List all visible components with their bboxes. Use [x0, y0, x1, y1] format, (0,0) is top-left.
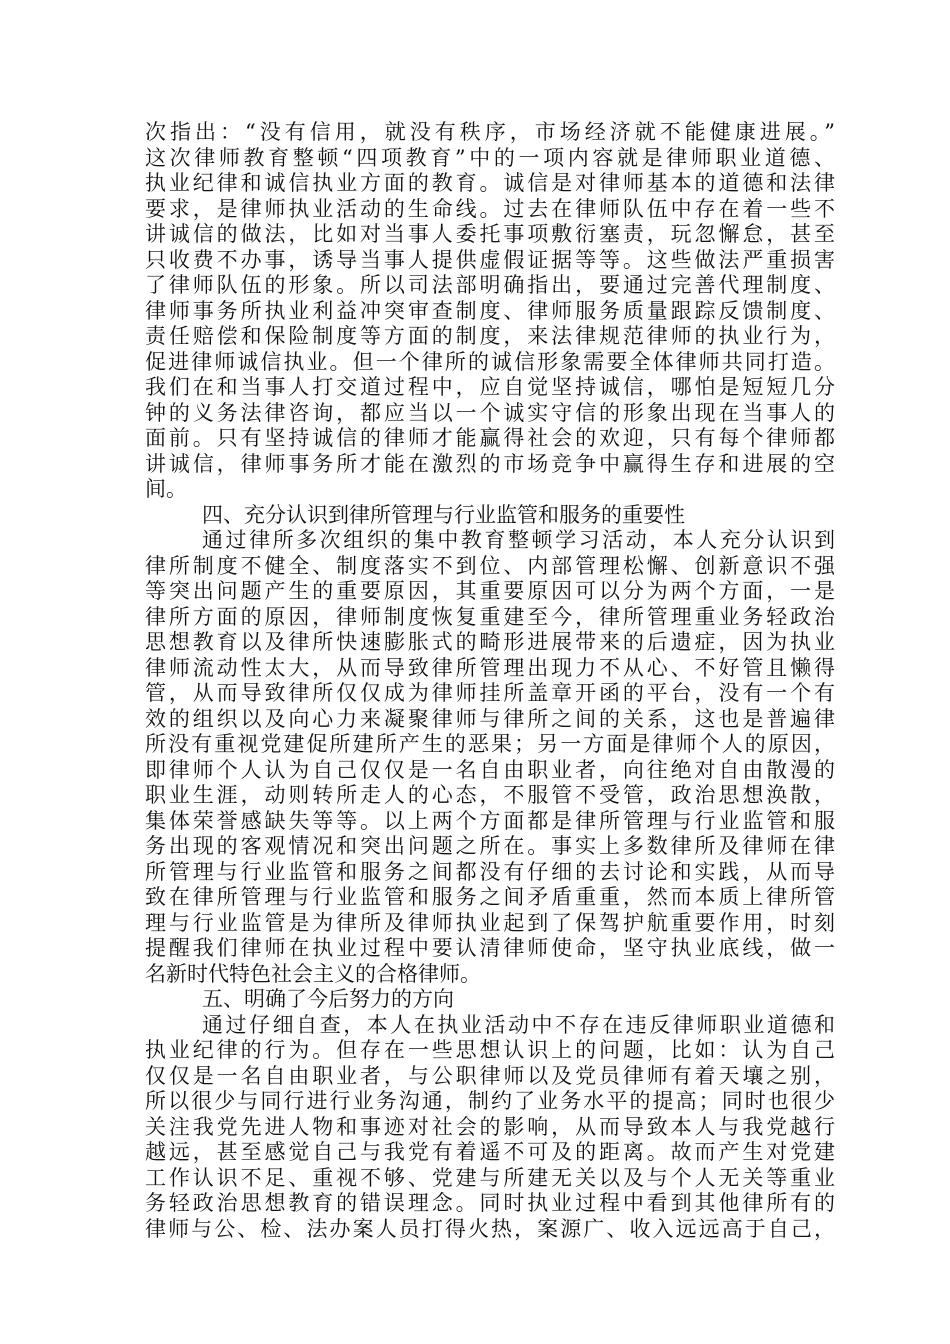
- body-line: 管，从而导致律所仅仅成为律师挂所盖章开函的平台，没有一个有: [145, 681, 835, 705]
- body-line: 了律师队伍的形象。所以司法部明确指出，要通过完善代理制度、: [145, 273, 835, 297]
- body-line: 间。: [145, 477, 187, 501]
- body-line: 致在律所管理与行业监管和服务之间矛盾重重，然而本质上律所管: [145, 885, 835, 909]
- body-line: 律师流动性太大，从而导致律所管理出现力不从心、不好管且懒得: [145, 655, 835, 680]
- body-line: 思想教育以及律所快速膨胀式的畸形进展带来的后遗症，因为执业: [145, 630, 835, 654]
- body-line: 执业纪律和诚信执业方面的教育。诚信是对律师基本的道德和法律: [145, 171, 835, 195]
- body-line: 职业生涯，动则转所走人的心态，不服管不受管，政治思想涣散，: [145, 783, 835, 807]
- body-line: 仅仅是一名自由职业者，与公职律师以及党员律师有着天壤之别，: [145, 1063, 835, 1088]
- body-line: 只收费不办事，诱导当事人提供虚假证据等等。这些做法严重损害: [145, 247, 835, 272]
- body-line: 律师与公、检、法办案人员打得火热，案源广、收入远远高于自己，: [145, 1216, 835, 1241]
- body-line: 责任赔偿和保险制度等方面的制度，来法律规范律师的执业行为，: [145, 324, 835, 348]
- body-line: 面前。只有坚持诚信的律师才能赢得社会的欢迎，只有每个律师都: [145, 426, 835, 450]
- body-line: 即律师个人认为自己仅仅是一名自由职业者，向往绝对自由散漫的: [145, 757, 835, 782]
- paragraph-first-line: 通过仔细自查，本人在执业活动中不存在违反律师职业道德和: [202, 1012, 835, 1037]
- body-line: 关注我党先进人物和事迹对社会的影响，从而导致本人与我党越行: [145, 1114, 835, 1139]
- body-line: 提醒我们律师在执业过程中要认清律师使命，坚守执业底线，做一: [145, 936, 835, 960]
- body-line: 讲诚信的做法，比如对当事人委托事项敷衍塞责，玩忽懈怠，甚至: [145, 222, 835, 246]
- body-line: 名新时代特色社会主义的合格律师。: [145, 961, 481, 986]
- body-line: 工作认识不足、重视不够、党建与所建无关以及与个人无关等重业: [145, 1165, 835, 1190]
- body-line: 律所制度不健全、制度落实不到位、内部管理松懈、创新意识不强: [145, 553, 835, 578]
- body-line: 讲诚信，律师事务所才能在激烈的市场竞争中赢得生存和进展的空: [145, 451, 835, 476]
- body-line: 我们在和当事人打交道过程中，应自觉坚持诚信，哪怕是短短几分: [145, 375, 835, 399]
- body-line: 这次律师教育整顿“四项教育”中的一项内容就是律师职业道德、: [145, 145, 835, 170]
- body-line: 务出现的客观情况和突出问题之所在。事实上多数律所及律师在律: [145, 834, 835, 858]
- body-line: 次指出：“没有信用，就没有秩序，市场经济就不能健康进展。”: [145, 120, 835, 144]
- body-line: 等突出问题产生的重要原因，其重要原因可以分为两个方面，一是: [145, 579, 835, 603]
- body-line: 律所方面的原因，律师制度恢复重建至今，律所管理重业务轻政治: [145, 604, 835, 629]
- section-heading: 五、明确了今后努力的方向: [202, 987, 454, 1011]
- body-line: 所管理与行业监管和服务之间都没有仔细的去讨论和实践，从而导: [145, 859, 835, 884]
- body-line: 集体荣誉感缺失等等。以上两个方面都是律所管理与行业监管和服: [145, 808, 835, 833]
- paragraph-first-line: 通过律所多次组织的集中教育整顿学习活动，本人充分认识到: [202, 528, 835, 552]
- body-line: 钟的义务法律咨询，都应当以一个诚实守信的形象出现在当事人的: [145, 400, 835, 425]
- body-line: 所以很少与同行进行业务沟通，制约了业务水平的提高；同时也很少: [145, 1089, 835, 1113]
- body-line: 促进律师诚信执业。但一个律所的诚信形象需要全体律师共同打造。: [145, 349, 835, 374]
- body-line: 理与行业监管是为律所及律师执业起到了保驾护航重要作用，时刻: [145, 910, 835, 935]
- section-heading: 四、充分认识到律所管理与行业监管和服务的重要性: [202, 502, 685, 527]
- body-line: 务轻政治思想教育的错误理念。同时执业过程中看到其他律所有的: [145, 1191, 835, 1215]
- body-line: 执业纪律的行为。但存在一些思想认识上的问题，比如：认为自己: [145, 1038, 835, 1062]
- body-line: 越远，甚至感觉自己与我党有着遥不可及的距离。故而产生对党建: [145, 1140, 835, 1164]
- body-line: 律师事务所执业利益冲突审查制度、律师服务质量跟踪反馈制度、: [145, 298, 835, 323]
- document-body: [145, 120, 835, 1242]
- body-line: 所没有重视党建促所建所产生的恶果；另一方面是律师个人的原因，: [145, 732, 835, 756]
- body-line: 要求，是律师执业活动的生命线。过去在律师队伍中存在着一些不: [145, 196, 835, 221]
- body-line: 效的组织以及向心力来凝聚律师与律所之间的关系，这也是普遍律: [145, 706, 835, 731]
